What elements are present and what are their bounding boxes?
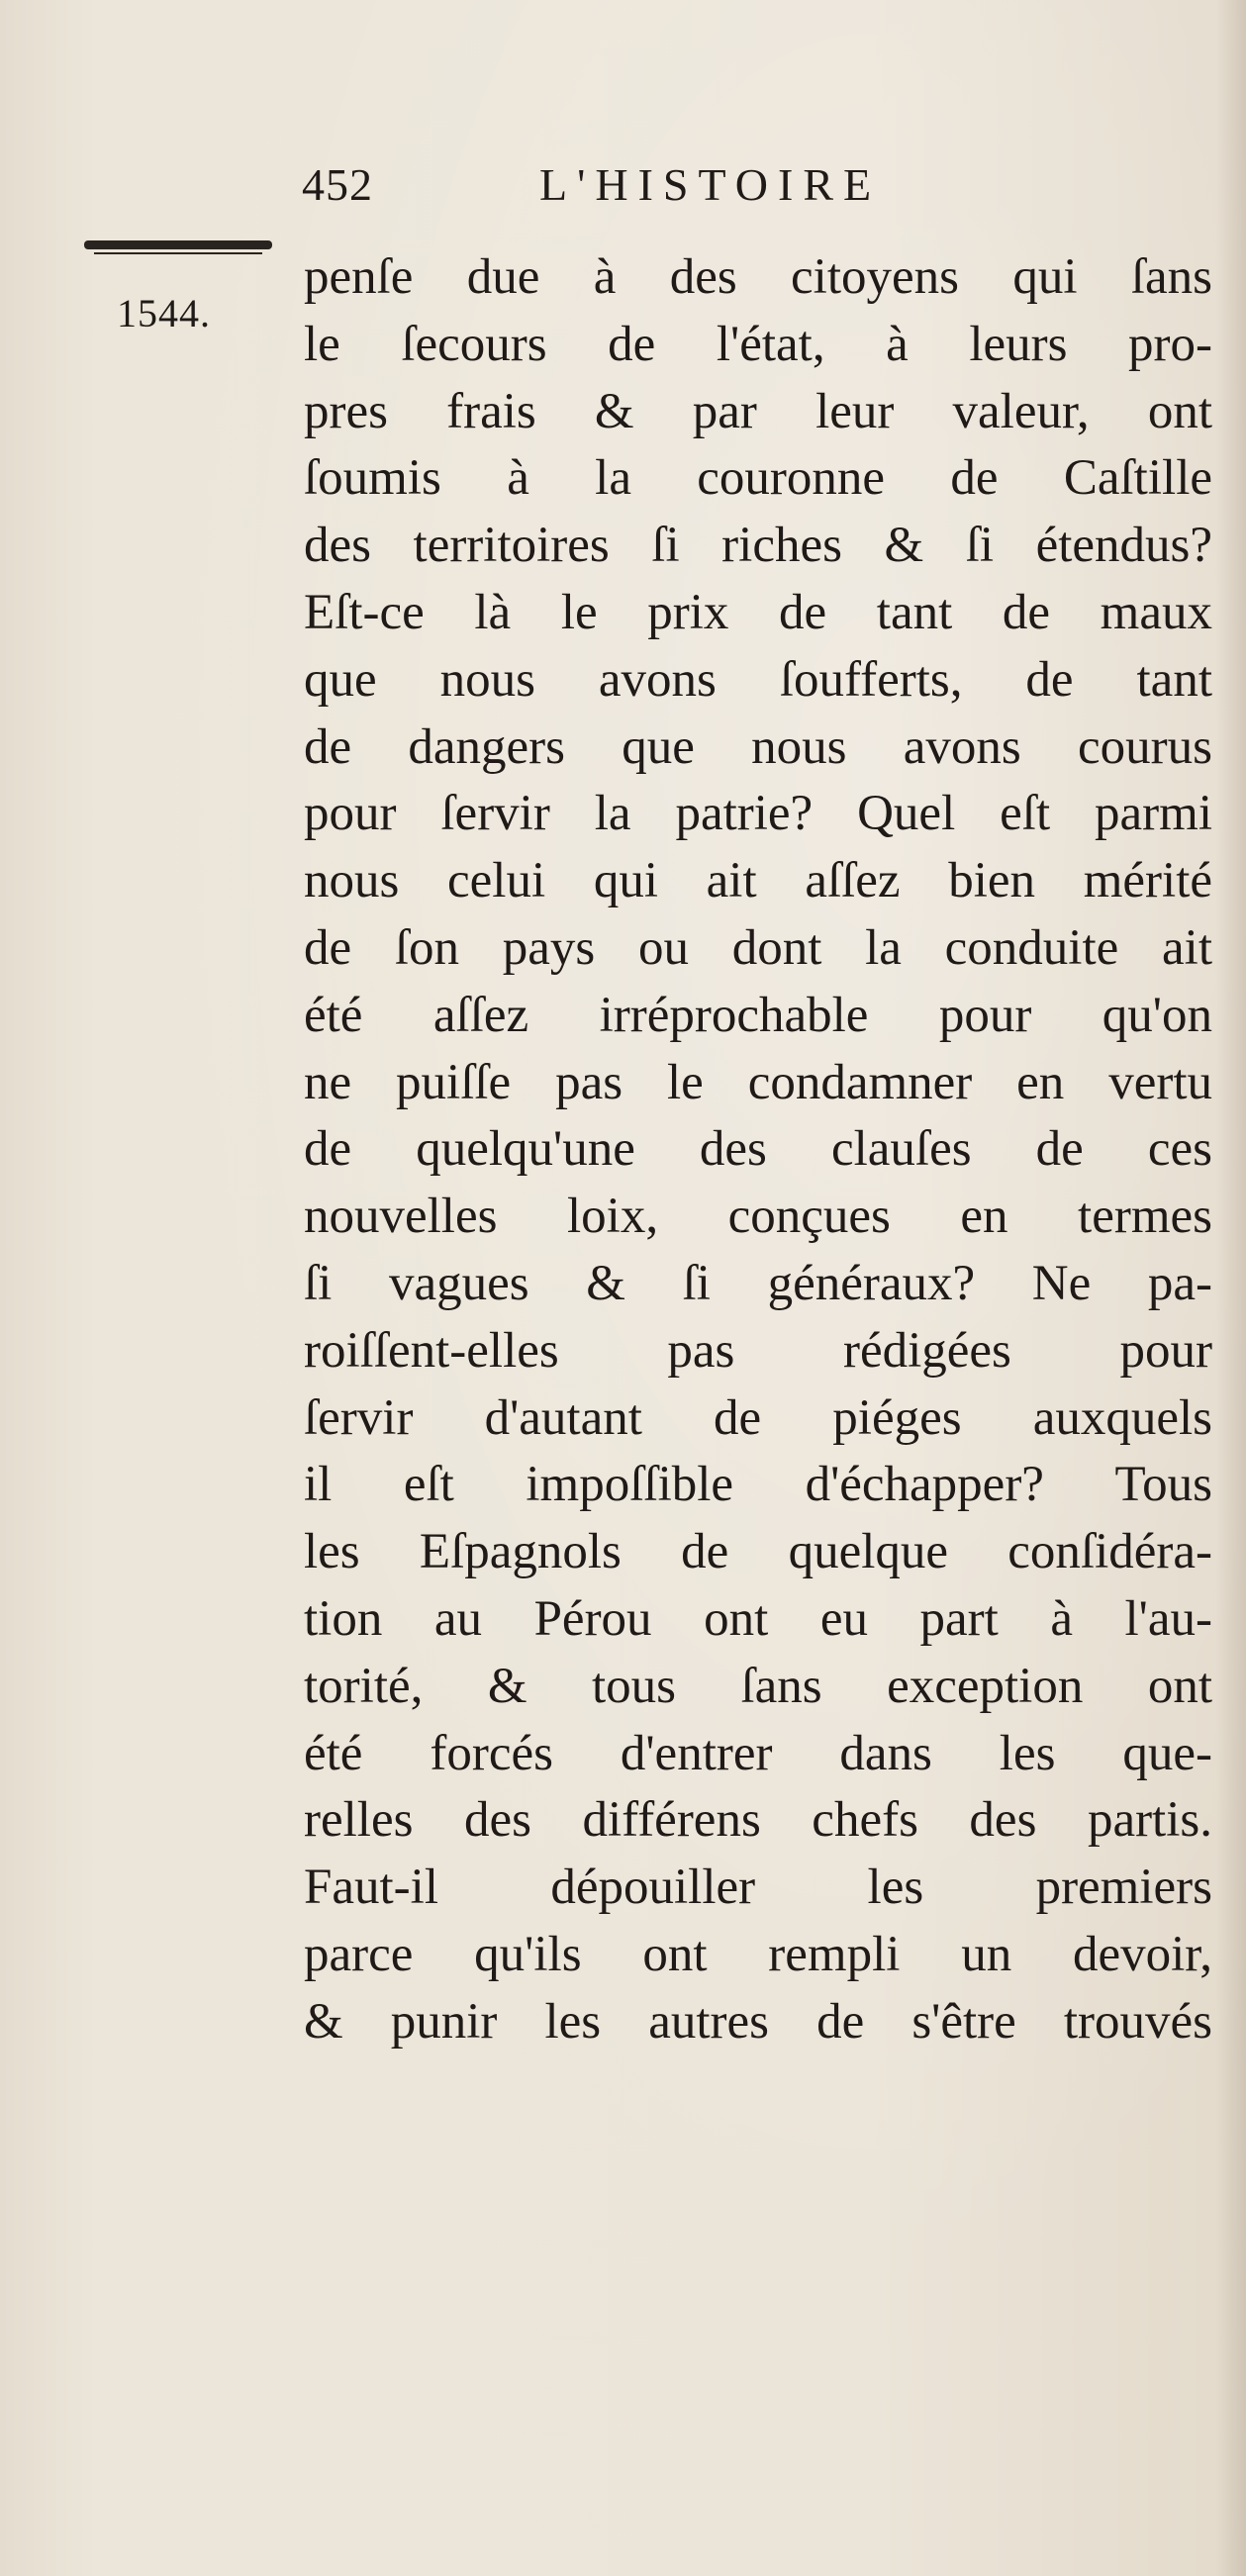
text-line: Faut-il dépouiller les premiers	[304, 1860, 1212, 1916]
page-header	[302, 158, 1014, 228]
text-line: il eſt impoſſible d'échapper? Tous	[304, 1457, 1212, 1513]
text-line: penſe due à des citoyens qui ſans	[304, 249, 1212, 305]
text-line: ſi vagues & ſi généraux? Ne pa-	[304, 1255, 1212, 1311]
text-line: été forcés d'entrer dans les que-	[304, 1725, 1212, 1781]
text-line: pres frais & par leur valeur, ont	[304, 383, 1212, 439]
text-line: nouvelles loix, conçues en termes	[304, 1189, 1212, 1245]
body-text	[304, 244, 1212, 2056]
text-line: pour ſervir la patrie? Quel eſt parmi	[304, 786, 1212, 842]
text-line: été aſſez irréprochable pour qu'on	[304, 987, 1212, 1043]
text-line: le ſecours de l'état, à leurs pro-	[304, 316, 1212, 372]
text-line: de dangers que nous avons courus	[304, 718, 1212, 775]
text-line: de quelqu'une des clauſes de ces	[304, 1121, 1212, 1178]
text-line: des territoires ſi riches & ſi étendus?	[304, 518, 1212, 574]
margin-year-note: 1544.	[117, 291, 211, 335]
text-line: ſervir d'autant de piéges auxquels	[304, 1389, 1212, 1446]
text-line: parce qu'ils ont rempli un devoir,	[304, 1926, 1212, 1982]
text-line: relles des différens chefs des partis.	[304, 1792, 1212, 1849]
text-line: tion au Pérou ont eu part à l'au-	[304, 1590, 1212, 1647]
text-line: les Eſpagnols de quelque conſidéra-	[304, 1524, 1212, 1580]
text-line: torité, & tous ſans exception ont	[304, 1658, 1212, 1714]
running-head: L'HISTOIRE	[539, 159, 882, 210]
text-line: de ſon pays ou dont la conduite ait	[304, 919, 1212, 976]
margin-rule-thick	[84, 240, 272, 249]
text-line: nous celui qui ait aſſez bien mérité	[304, 853, 1212, 909]
text-line: Eſt-ce là le prix de tant de maux	[304, 584, 1212, 640]
page-number: 452	[302, 159, 373, 210]
text-line: & punir les autres de s'être trouvés	[304, 1993, 1212, 2050]
text-line: ne puiſſe pas le condamner en vertu	[304, 1054, 1212, 1110]
text-line: ſoumis à la couronne de Caſtille	[304, 450, 1212, 507]
text-line: roiſſent-elles pas rédigées pour	[304, 1322, 1212, 1379]
margin-rule-thin	[94, 252, 262, 254]
margin-rule-ornament	[84, 240, 272, 256]
text-line: que nous avons ſoufferts, de tant	[304, 651, 1212, 708]
